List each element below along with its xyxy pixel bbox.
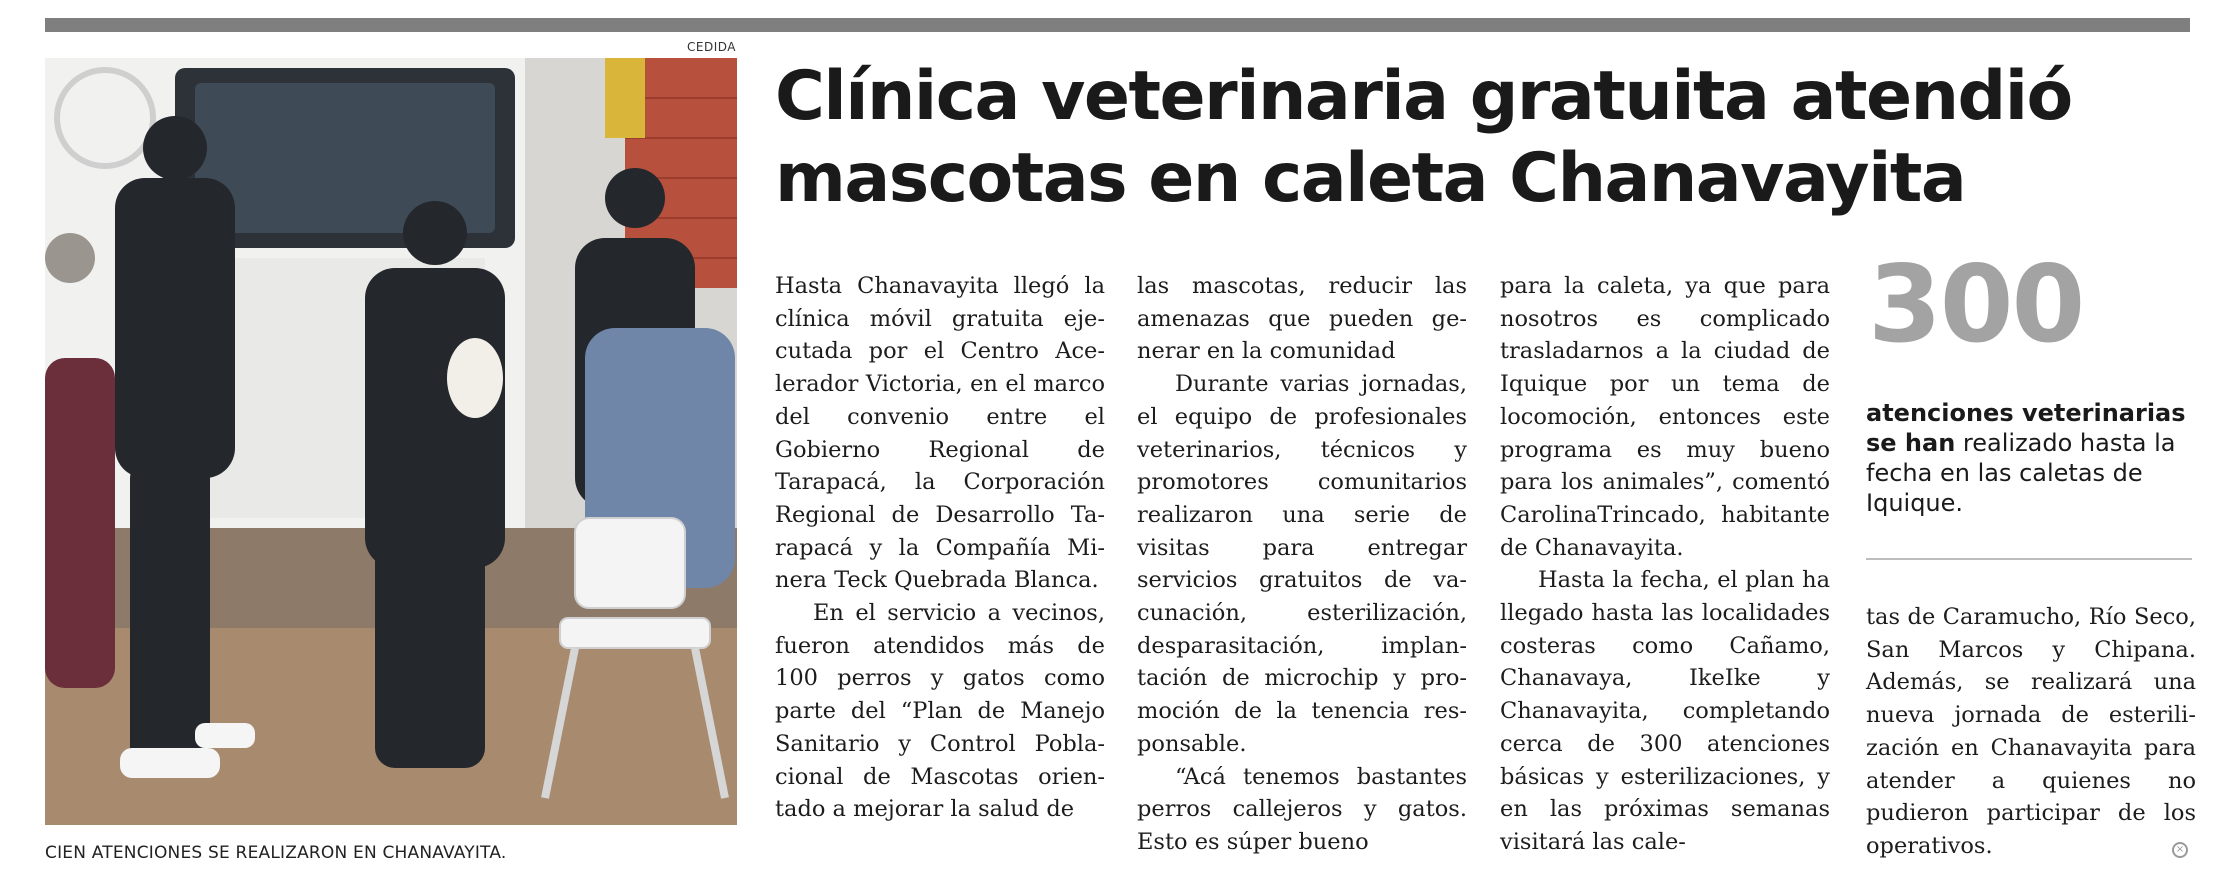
sidebar-divider [1866,558,2192,560]
article-headline: Clínica veterinaria gratuita atendió mascotas en caleta Chanavayita [775,57,2072,218]
highlight-bold: atenciones veterinarias se han [1866,399,2186,457]
end-of-article-icon: × [2172,842,2188,858]
photo-credit: CEDIDA [687,40,736,54]
paragraph: En el servicio a vecinos, fueron atendidos más de 100 perros y gatos como parte del “Plan de Manejo Sanitario y Control Poblacional de Mascotas orientado a mejorar la salud de [775,600,1105,823]
photo-caption: CIEN ATENCIONES SE REALIZARON EN CHANAVAYITA. [45,843,507,863]
paragraph: Hasta la fecha, el plan ha llegado hasta las localidades costeras como Cañamo, Chanavaya, IkeIke y Chanavayita, completando cerca de 300 atenciones básicas y esterilizaciones, y en las próximas semanas visitará las cale- [1500,567,1830,855]
article-column-2 [1137,270,1467,859]
highlight-text [1866,398,2196,518]
photo-illustration [45,58,737,825]
paragraph: para la caleta, ya que para nosotros es complicado trasladarnos a la ciudad de Iquique por un tema de locomoción, entonces este programa es muy bueno para los animales”, comentó CarolinaTrincado, habitante de Chanavayita. [1500,273,1830,561]
highlight-number: 300 [1868,243,2084,366]
news-photo [45,58,737,825]
top-rule [45,18,2190,32]
article-column-4 [1866,601,2196,863]
article-column-1 [775,270,1105,826]
paragraph: Hasta Chanavayita llegó la clínica móvil gratuita ejecutada por el Centro Acelerador Victoria, en el marco del convenio entre el Gobierno Regional de Tarapacá, la Corporación Regional de Desarrollo Tarapacá y la Compañía Minera Teck Quebrada Blanca. [775,273,1105,594]
highlight-rest: realizado hasta la fecha en las caletas de Iquique. [1866,429,2176,517]
paragraph: tas de Caramucho, Río Seco, San Marcos y Chipana. Además, se realizará una nueva jornada de esterilización en Chanavayita para atender a quienes no pudieron participar de los operativos. [1866,604,2196,859]
paragraph: “Acá tenemos bastantes perros callejeros y gatos. Esto es súper bueno [1137,763,1467,855]
paragraph: las mascotas, reducir las amenazas que pueden generar en la comunidad [1137,273,1467,365]
article-column-3 [1500,270,1830,859]
paragraph: Durante varias jornadas, el equipo de profesionales veterinarios, técnicos y promotores comunitarios realizaron una serie de visitas para entregar servicios gratuitos de vacunación, esterilización, desparasitación, implantación de microchip y promoción de la tenencia responsable. [1137,371,1467,757]
